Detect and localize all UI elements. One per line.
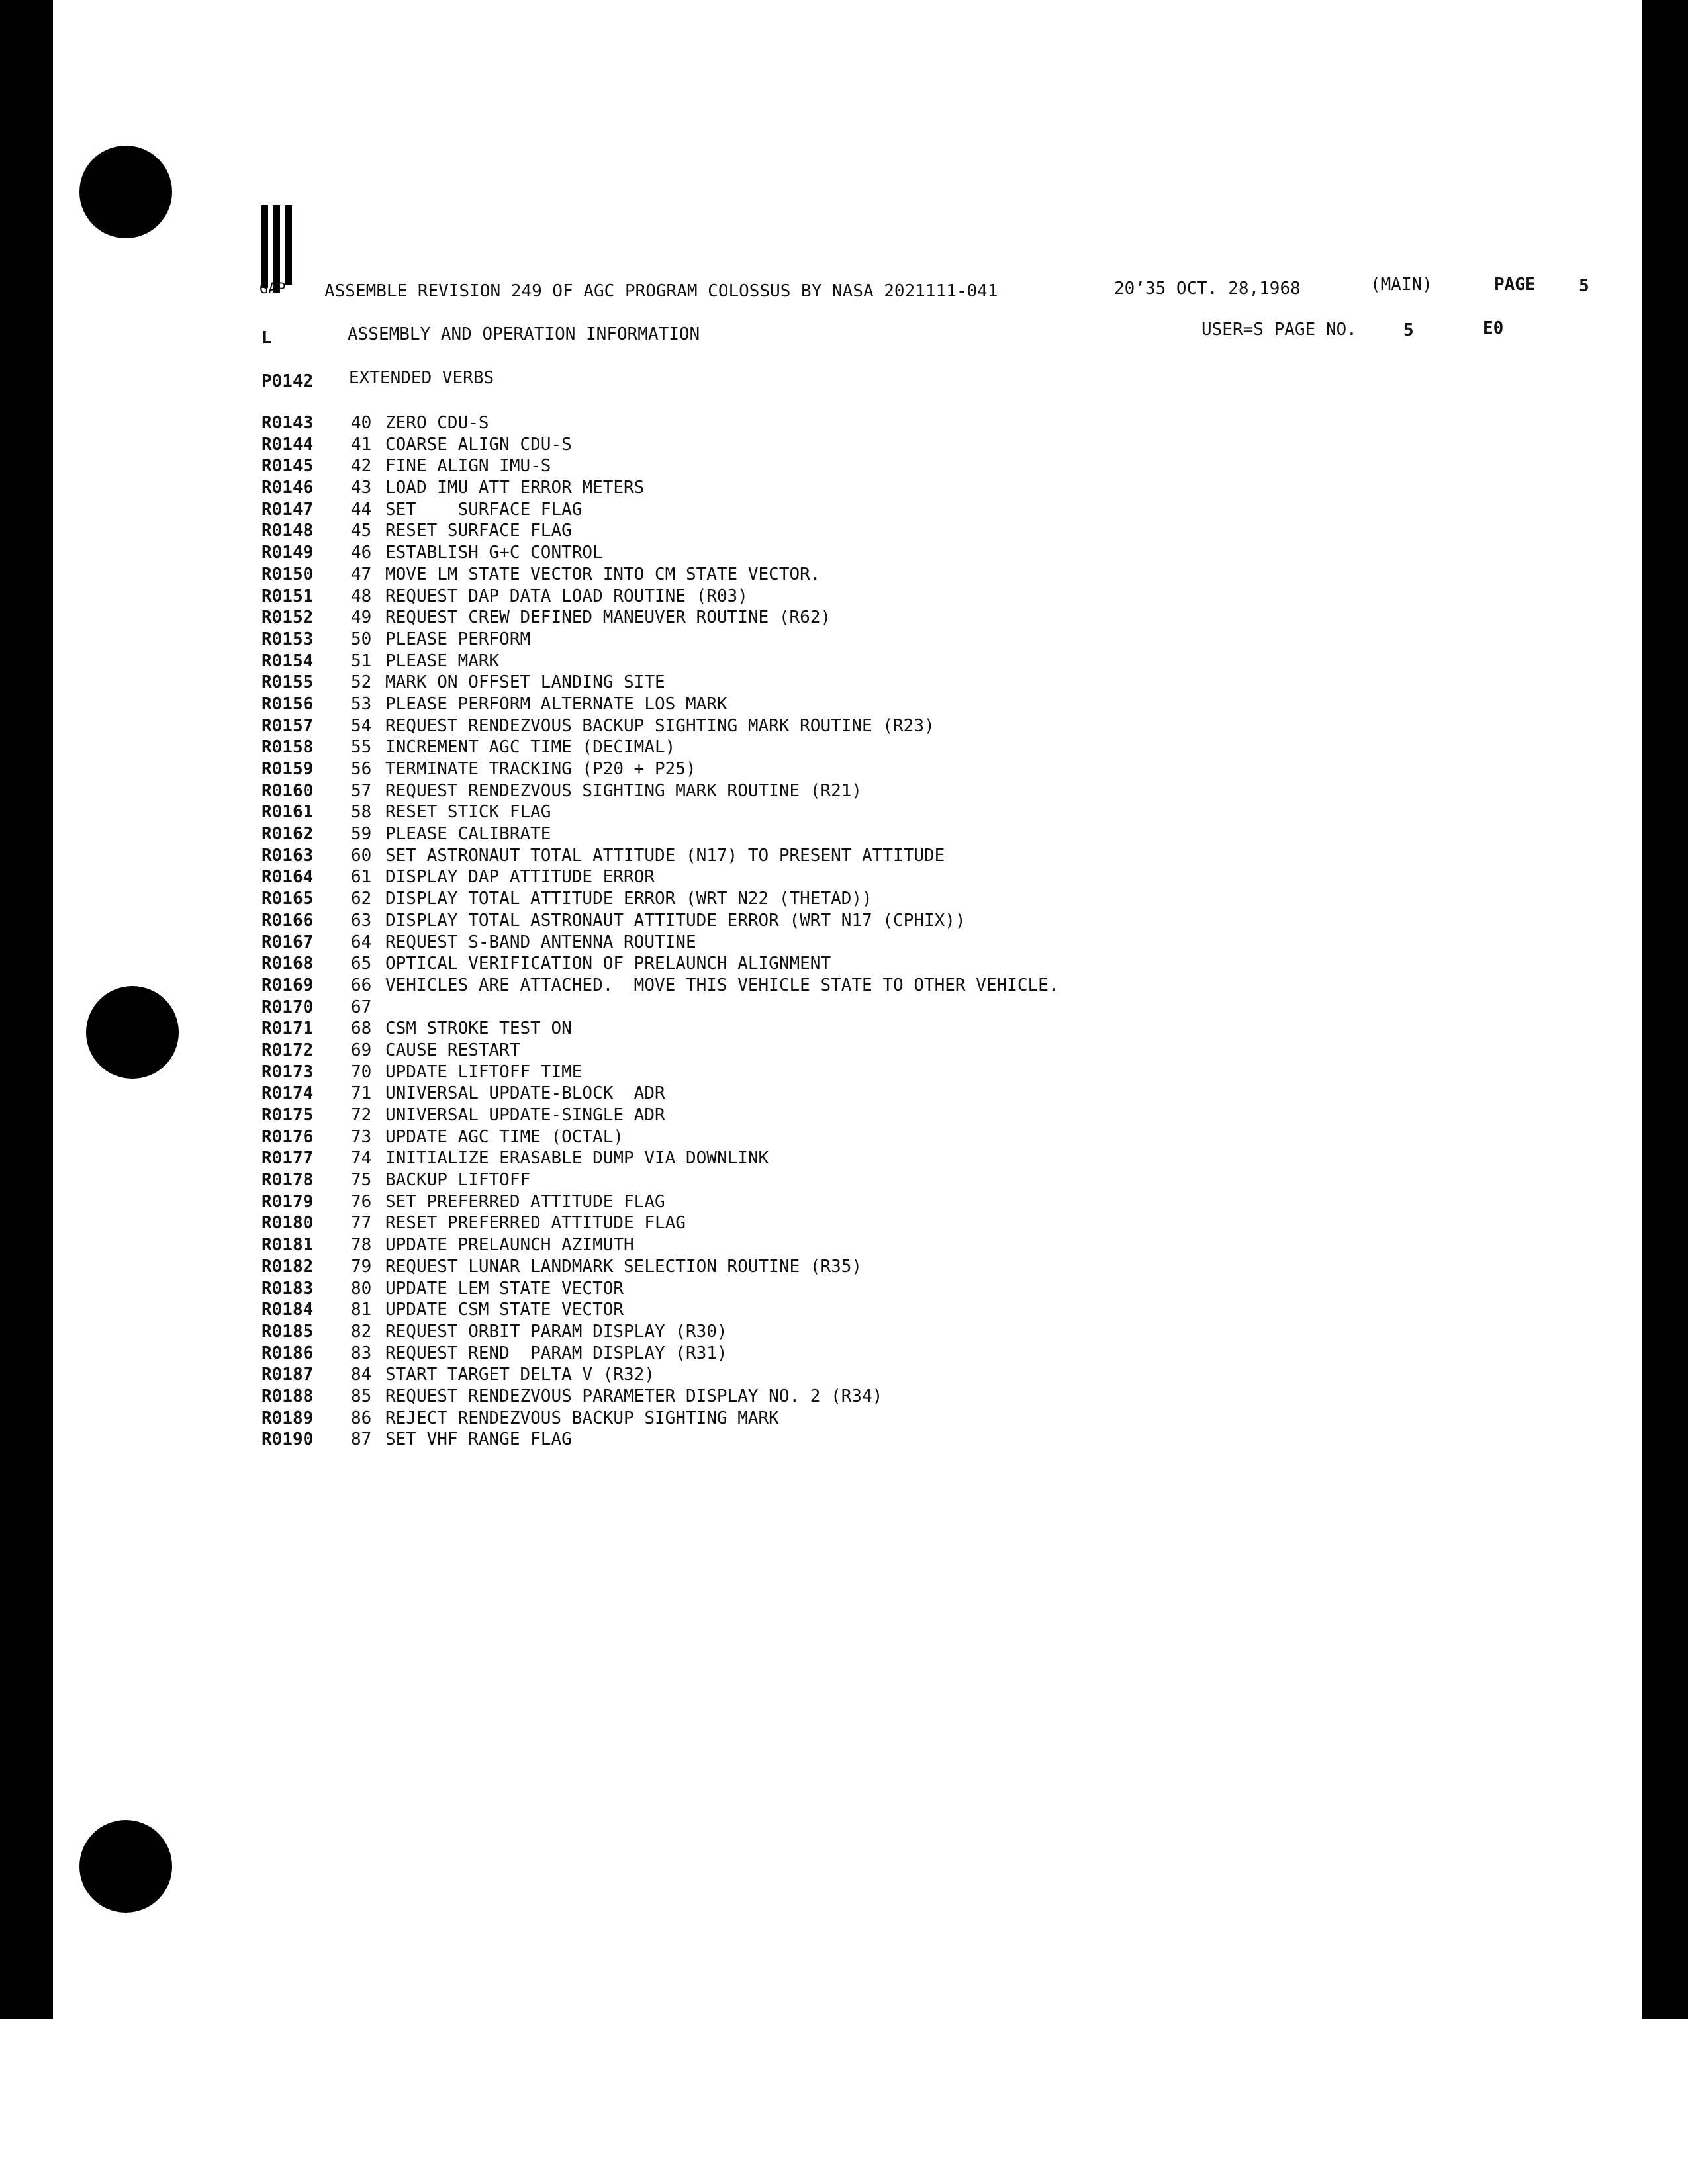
list-item: R0167 64 REQUEST S-BAND ANTENNA ROUTINE bbox=[261, 932, 696, 952]
list-item: R0156 53 PLEASE PERFORM ALTERNATE LOS MARK bbox=[261, 694, 727, 714]
left-scan-border bbox=[0, 0, 53, 2019]
list-item: R0147 44 SET SURFACE FLAG bbox=[261, 499, 583, 520]
verb-listing bbox=[261, 412, 1254, 1451]
list-item: R0171 68 CSM STROKE TEST ON bbox=[261, 1019, 572, 1039]
section-id: P0142 bbox=[261, 371, 314, 391]
list-item: R0183 80 UPDATE LEM STATE VECTOR bbox=[261, 1278, 624, 1298]
list-item: R0158 55 INCREMENT AGC TIME (DECIMAL) bbox=[261, 737, 676, 758]
list-item: R0185 82 REQUEST ORBIT PARAM DISPLAY (R30) bbox=[261, 1321, 727, 1342]
header-tag: GAP bbox=[259, 281, 286, 297]
list-item: R0172 69 CAUSE RESTART bbox=[261, 1040, 520, 1060]
list-item: R0178 75 BACKUP LIFTOFF bbox=[261, 1170, 531, 1191]
list-item: R0149 46 ESTABLISH G+C CONTROL bbox=[261, 543, 603, 563]
list-item: R0177 74 INITIALIZE ERASABLE DUMP VIA DOWNLINK bbox=[261, 1148, 769, 1169]
punch-hole-bottom bbox=[79, 1820, 172, 1913]
header-page-number: 5 bbox=[1579, 276, 1589, 296]
list-item: R0157 54 REQUEST RENDEZVOUS BACKUP SIGHTING MARK ROUTINE (R23) bbox=[261, 715, 935, 736]
list-item: R0161 58 RESET STICK FLAG bbox=[261, 802, 551, 823]
list-item: R0162 59 PLEASE CALIBRATE bbox=[261, 824, 551, 844]
list-item: R0170 67 bbox=[261, 997, 372, 1017]
list-item: R0144 41 COARSE ALIGN CDU-S bbox=[261, 434, 572, 455]
subheader-title: ASSEMBLY AND OPERATION INFORMATION bbox=[348, 324, 700, 344]
punch-hole-middle bbox=[86, 986, 179, 1079]
header-page-label: PAGE bbox=[1494, 275, 1536, 295]
list-item: R0181 78 UPDATE PRELAUNCH AZIMUTH bbox=[261, 1235, 634, 1255]
list-item: R0188 85 REQUEST RENDEZVOUS PARAMETER DISPLAY NO. 2 (R34) bbox=[261, 1386, 883, 1406]
header-section: (MAIN) bbox=[1370, 275, 1432, 295]
header-assemble: ASSEMBLE REVISION 249 OF AGC PROGRAM COLOSSUS BY NASA 2021111-041 bbox=[324, 281, 998, 301]
list-item: R0164 61 DISPLAY DAP ATTITUDE ERROR bbox=[261, 867, 655, 887]
list-item: R0154 51 PLEASE MARK bbox=[261, 651, 500, 671]
list-item: R0174 71 UNIVERSAL UPDATE-BLOCK ADR bbox=[261, 1083, 665, 1104]
list-item: R0155 52 MARK ON OFFSET LANDING SITE bbox=[261, 672, 665, 693]
list-item: R0176 73 UPDATE AGC TIME (OCTAL) bbox=[261, 1126, 624, 1147]
list-item: R0179 76 SET PREFERRED ATTITUDE FLAG bbox=[261, 1191, 665, 1212]
users-page-label: USER=S PAGE NO. bbox=[1201, 320, 1357, 340]
users-page-number: 5 bbox=[1403, 320, 1414, 340]
punch-hole-top bbox=[79, 146, 172, 238]
header-timestamp: 20’35 OCT. 28,1968 bbox=[1114, 279, 1301, 298]
list-item: R0143 40 ZERO CDU-S bbox=[261, 413, 489, 433]
list-item: R0159 56 TERMINATE TRACKING (P20 + P25) bbox=[261, 759, 696, 779]
list-item: R0153 50 PLEASE PERFORM bbox=[261, 629, 531, 649]
list-item: R0165 62 DISPLAY TOTAL ATTITUDE ERROR (WRT N22 (THETAD)) bbox=[261, 889, 872, 909]
list-item: R0166 63 DISPLAY TOTAL ASTRONAUT ATTITUDE ERROR (WRT N17 (CPHIX)) bbox=[261, 910, 966, 931]
list-item: R0190 87 SET VHF RANGE FLAG bbox=[261, 1430, 572, 1450]
list-item: R0148 45 RESET SURFACE FLAG bbox=[261, 521, 572, 541]
list-item: R0189 86 REJECT RENDEZVOUS BACKUP SIGHTING MARK bbox=[261, 1408, 779, 1428]
list-item: R0175 72 UNIVERSAL UPDATE-SINGLE ADR bbox=[261, 1105, 665, 1125]
list-item: R0182 79 REQUEST LUNAR LANDMARK SELECTION ROUTINE (R35) bbox=[261, 1256, 863, 1277]
list-item: R0187 84 START TARGET DELTA V (R32) bbox=[261, 1365, 655, 1385]
list-item: R0173 70 UPDATE LIFTOFF TIME bbox=[261, 1062, 583, 1082]
list-item: R0186 83 REQUEST REND PARAM DISPLAY (R31) bbox=[261, 1343, 727, 1363]
list-item: R0146 43 LOAD IMU ATT ERROR METERS bbox=[261, 478, 645, 498]
list-item: R0184 81 UPDATE CSM STATE VECTOR bbox=[261, 1300, 624, 1320]
subheader-code: E0 bbox=[1483, 318, 1504, 338]
list-item: R0168 65 OPTICAL VERIFICATION OF PRELAUNCH ALIGNMENT bbox=[261, 954, 831, 974]
right-scan-border bbox=[1642, 0, 1688, 2019]
list-item: R0169 66 VEHICLES ARE ATTACHED. MOVE THIS VEHICLE STATE TO OTHER VEHICLE. bbox=[261, 975, 1059, 995]
subheader-type: L bbox=[261, 328, 272, 348]
list-item: R0150 47 MOVE LM STATE VECTOR INTO CM STATE VECTOR. bbox=[261, 564, 821, 584]
list-item: R0163 60 SET ASTRONAUT TOTAL ATTITUDE (N17) TO PRESENT ATTITUDE bbox=[261, 845, 945, 866]
section-title: EXTENDED VERBS bbox=[349, 368, 494, 388]
list-item: R0160 57 REQUEST RENDEZVOUS SIGHTING MARK ROUTINE (R21) bbox=[261, 780, 863, 801]
list-item: R0151 48 REQUEST DAP DATA LOAD ROUTINE (R03) bbox=[261, 586, 748, 606]
list-item: R0180 77 RESET PREFERRED ATTITUDE FLAG bbox=[261, 1213, 686, 1234]
list-item: R0152 49 REQUEST CREW DEFINED MANEUVER ROUTINE (R62) bbox=[261, 608, 831, 628]
list-item: R0145 42 FINE ALIGN IMU-S bbox=[261, 456, 551, 477]
